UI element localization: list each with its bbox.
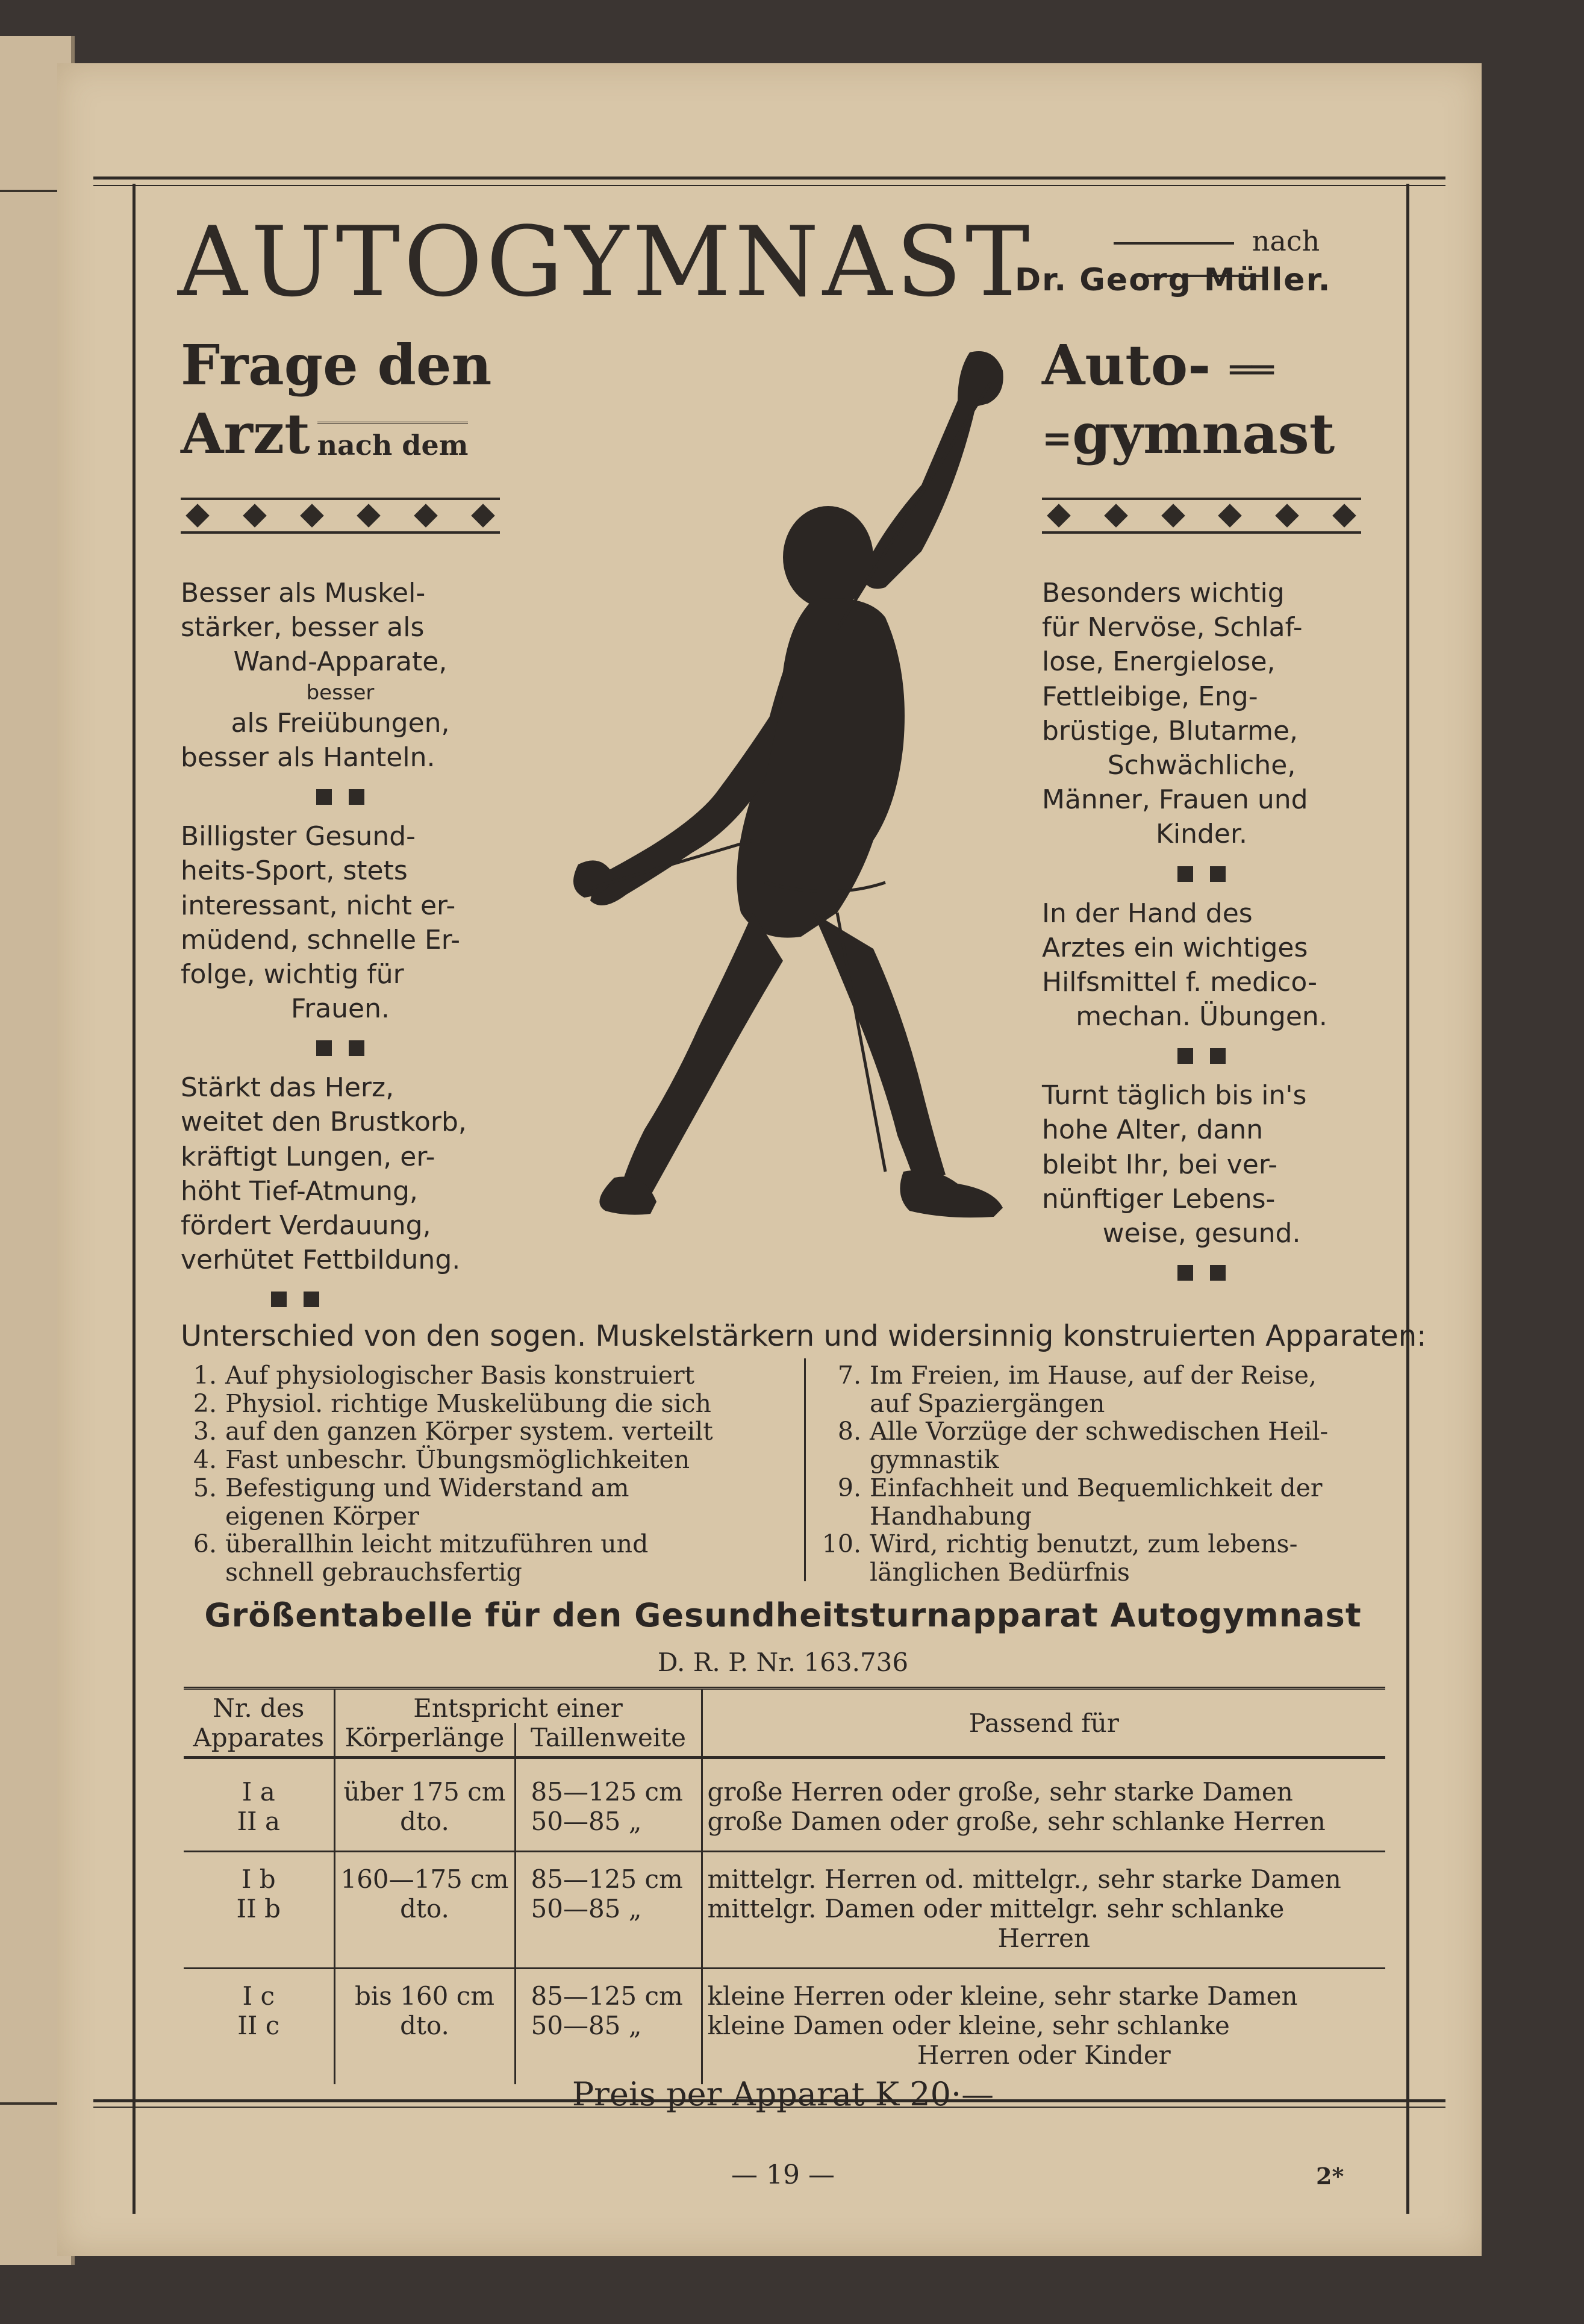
separator-squares xyxy=(1042,1048,1361,1064)
list-item: schnell gebrauchsfertig xyxy=(225,1558,522,1587)
list-item: eigenen Körper xyxy=(225,1501,419,1531)
advantages-list-right xyxy=(813,1361,1391,1587)
separator-squares xyxy=(271,1292,500,1307)
header-passend: Passend für xyxy=(702,1688,1385,1758)
right-text-1: Besonders wichtig für Nervöse, Schlaf- lose, Energielose, Fettleibige, Eng- brüstige, Blutarme, Schwächliche, Männer, Frauen und Kinder. xyxy=(1042,578,1308,850)
table-row: I b II b 160—175 cm dto. 85—125 cm 50—85 „ mittelgr. Herren od. mittelgr., sehr starke Damen mittelgr. Damen oder mittelgr. sehr schlanke Herren xyxy=(184,1852,1385,1969)
separator-squares xyxy=(1042,866,1361,882)
book-page xyxy=(57,63,1482,2256)
header-entspricht: Entspricht einer xyxy=(334,1688,702,1723)
table-title: Größentabelle für den Gesundheitsturnapparat Autogymnast xyxy=(204,1596,1362,1634)
list-item: 5. Befestigung und Widerstand am xyxy=(193,1473,629,1502)
right-text-2: In der Hand des Arztes ein wichtiges Hilfsmittel f. medico- mechan. Übungen. xyxy=(1042,898,1327,1032)
header-nr: Nr. des Apparates xyxy=(184,1688,334,1758)
header-koerper: Körperlänge xyxy=(334,1723,515,1758)
list-item: 1. Auf physiologischer Basis konstruiert xyxy=(193,1361,695,1390)
separator-squares xyxy=(181,1040,500,1056)
left-text-3: Stärkt das Herz, weitet den Brustkorb, kräftigt Lungen, er- höht Tief-Atmung, fördert Verdauung, verhütet Fettbildung. xyxy=(181,1072,467,1276)
right-subheading: =gymnast xyxy=(1042,401,1335,466)
left-text-2: Billigster Gesund- heits-Sport, stets interessant, nicht er- müdend, schnelle Er- folge, wichtig für Frauen. xyxy=(181,821,460,1025)
top-rule xyxy=(93,176,1445,180)
author-name: Dr. Georg Müller. xyxy=(1015,262,1332,298)
table-row: I c II c bis 160 cm dto. 85—125 cm 50—85 „ kleine Herren oder kleine, sehr starke Damen kleine Damen oder kleine, sehr schlanke Herren oder Kinder xyxy=(184,1969,1385,2085)
list-item: 9. Einfachheit und Bequemlichkeit der xyxy=(837,1473,1323,1502)
left-subheading: Arzt nach dem xyxy=(181,401,469,466)
list-item: 6. überallhin leicht mitzuführen und xyxy=(193,1529,649,1559)
top-rule-thin xyxy=(93,185,1445,186)
left-heading: Frage den xyxy=(181,333,492,398)
ornament-band xyxy=(181,498,500,534)
nach-label: nach xyxy=(1021,225,1394,290)
list-item: auf Spaziergängen xyxy=(870,1388,1105,1418)
list-divider xyxy=(804,1358,806,1581)
size-table xyxy=(184,1687,1385,2084)
page-title: AUTOGYMNAST xyxy=(178,205,1034,318)
ornament-band xyxy=(1042,498,1361,534)
list-item: Handhabung xyxy=(870,1501,1032,1531)
right-column xyxy=(1042,333,1361,1295)
price-line: Preis per Apparat K 20·— xyxy=(572,2075,994,2113)
list-item: 3. auf den ganzen Körper system. verteilt xyxy=(193,1417,713,1446)
advantages-list-left xyxy=(181,1361,789,1587)
left-text-1: Besser als Muskel- stärker, besser als Wand-Apparate, besser als Freiübungen, besser als Hanteln. xyxy=(181,578,450,773)
separator-squares xyxy=(181,789,500,805)
patent-number: D. R. P. Nr. 163.736 xyxy=(657,1648,909,1677)
page-number: — 19 — xyxy=(731,2160,835,2190)
signature-mark: 2* xyxy=(1316,2163,1344,2190)
left-column xyxy=(181,333,500,1322)
header-taille: Taillenweite xyxy=(515,1723,702,1758)
list-item: 4. Fast unbeschr. Übungsmöglichkeiten xyxy=(193,1445,690,1475)
comparison-heading: Unterschied von den sogen. Muskelstärkern und widersinnig konstruierten Apparaten: xyxy=(181,1319,1427,1353)
list-item: länglichen Bedürfnis xyxy=(870,1558,1130,1587)
right-heading: Auto- ══ xyxy=(1042,333,1274,398)
list-item: gymnastik xyxy=(870,1445,999,1475)
list-item: 10. Wird, richtig benutzt, zum lebens- xyxy=(822,1529,1298,1559)
list-item: 7. Im Freien, im Hause, auf der Reise, xyxy=(837,1361,1317,1390)
athlete-illustration xyxy=(500,334,1042,1310)
list-item: 2. Physiol. richtige Muskelübung die sich xyxy=(193,1388,711,1418)
table-row: I a II a über 175 cm dto. 85—125 cm 50—85 „ große Herren oder große, sehr starke Damen große Damen oder große, sehr schlanke Herren xyxy=(184,1758,1385,1852)
right-text-3: Turnt täglich bis in's hohe Alter, dann bleibt Ihr, bei ver- nünftiger Lebens- weise, gesund. xyxy=(1042,1080,1307,1249)
separator-squares xyxy=(1042,1265,1361,1281)
list-item: 8. Alle Vorzüge der schwedischen Heil- xyxy=(837,1417,1329,1446)
